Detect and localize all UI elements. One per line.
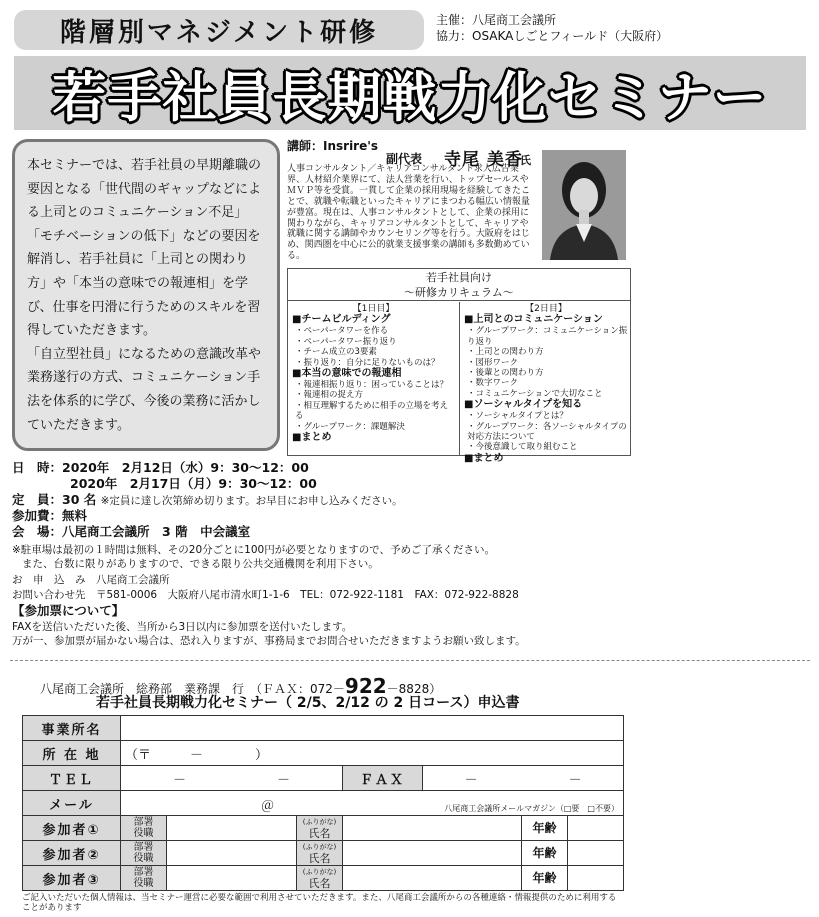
lecturer-photo bbox=[542, 150, 626, 260]
capacity-row bbox=[12, 492, 403, 509]
curriculum-box bbox=[287, 268, 631, 464]
participant-2-age-field[interactable] bbox=[568, 841, 624, 866]
day2-item: ・今後意識して取り組むこと bbox=[467, 442, 578, 453]
participant-1-name-field[interactable] bbox=[343, 816, 522, 841]
lecturer-honorific: 氏 bbox=[520, 154, 531, 167]
age-label: 年齢 bbox=[522, 816, 568, 841]
ticket-note-1: FAXを送信いただいた後、当所から3日以内に参加票を送付いたします。 bbox=[12, 621, 353, 633]
mail-magazine: 八尾商工会議所メールマガジン（□要 □不要） bbox=[444, 804, 619, 813]
apply-label: お 申 込 み bbox=[12, 574, 86, 586]
fax-label: ＦＡＸ bbox=[343, 766, 423, 791]
day1-item: ・グループワーク：課題解決 bbox=[295, 421, 405, 432]
day1-item: ・振り返り：自分に足りないものは？ bbox=[295, 357, 440, 368]
age-label: 年齢 bbox=[522, 866, 568, 891]
day2-section-title: ■ソーシャルタイプを知る bbox=[464, 399, 583, 411]
day1-label: 【1日目】 bbox=[352, 304, 395, 314]
parking-note-2: また、台数に限りがありますので、できる限り公共交通機関を利用下さい。 bbox=[22, 558, 379, 570]
name-label: (ふりがな) 氏名 bbox=[297, 866, 343, 891]
tel-placeholder: － － bbox=[172, 772, 290, 788]
fee-label: 参加費： bbox=[12, 508, 63, 523]
date-label: 日 時： bbox=[12, 460, 63, 475]
tel-label: ＴＥＬ bbox=[23, 766, 121, 791]
name-label: (ふりがな) 氏名 bbox=[297, 816, 343, 841]
ticket-heading: 【参加票について】 bbox=[12, 603, 125, 618]
mail-field[interactable] bbox=[121, 791, 624, 816]
participant-1-label: 参加者① bbox=[23, 816, 121, 841]
date-2: 2020年 2月17日（月）9：30～12：00 bbox=[70, 476, 317, 491]
tel-field[interactable] bbox=[121, 766, 343, 791]
day1-section-title: ■まとめ bbox=[292, 432, 332, 444]
age-label: 年齢 bbox=[522, 841, 568, 866]
form-dept-prefix: 八尾商工会議所 総務部 業務課 行 （ＦＡＸ：072－ bbox=[40, 682, 345, 696]
parking-note-1: ※駐車場は最初の１時間は無料、その20分ごとに100円が必要となりますので、予めご了承ください。 bbox=[12, 544, 495, 556]
day2-item: ・図形ワーク bbox=[467, 357, 519, 368]
participant-2-name-field[interactable] bbox=[343, 841, 522, 866]
day2-item: ・グループワーク：コミュニケーション振り返り bbox=[467, 326, 628, 347]
company-field[interactable] bbox=[121, 716, 624, 741]
name-label: (ふりがな) 氏名 bbox=[297, 841, 343, 866]
contact-value: 〒581-0006 大阪府八尾市清水町1-1-6 TEL：072-922-1181 FAX：072-922-8828 bbox=[96, 589, 519, 601]
lecturer-label: 講師：Insrire's bbox=[287, 139, 379, 153]
privacy-note: ご記入いただいた個人情報は、当セミナー運営に必要な範囲で利用させていただきます。また、八尾商工会議所からの各種連絡・情報提供のために利用することがあります bbox=[22, 893, 617, 913]
day1-item: ・相互理解するために相手の立場を考える bbox=[295, 400, 449, 422]
intro-box bbox=[12, 139, 280, 451]
address-label: 所 在 地 bbox=[23, 741, 121, 766]
application-form bbox=[22, 715, 624, 891]
capacity-value: 30 名 bbox=[62, 492, 97, 507]
dept-label: 部署 役職 bbox=[121, 841, 167, 866]
participant-3-label: 参加者③ bbox=[23, 866, 121, 891]
seminar-title: 若手社員長期戦力化セミナー bbox=[52, 65, 768, 129]
day1-item: ・ペーパータワー振り返り bbox=[295, 336, 397, 347]
contact-row bbox=[12, 587, 519, 603]
mail-at: ＠ bbox=[261, 799, 275, 814]
day1-section-title: ■本当の意味での報連相 bbox=[292, 368, 402, 380]
lecturer-name: 寺尾 美香 bbox=[444, 150, 523, 170]
day2-item: ・後輩との関わり方 bbox=[467, 368, 544, 379]
day2-item: ・上司との関わり方 bbox=[467, 347, 544, 358]
form-fax-suffix: －8828） bbox=[386, 682, 442, 696]
participant-2-label: 参加者② bbox=[23, 841, 121, 866]
title-banner bbox=[14, 56, 806, 130]
address-field[interactable] bbox=[121, 741, 624, 766]
cut-line bbox=[10, 660, 810, 661]
day2-section-title: ■上司とのコミュニケーション bbox=[464, 314, 603, 326]
participant-1-dept-field[interactable] bbox=[167, 816, 297, 841]
fax-field[interactable] bbox=[423, 766, 624, 791]
company-label: 事業所名 bbox=[23, 716, 121, 741]
organizer-info bbox=[436, 12, 668, 44]
contact-label: お問い合わせ先 bbox=[12, 589, 86, 601]
day1-item: ・チーム成立の3要素 bbox=[295, 347, 377, 358]
form-fax-highlight: 922 bbox=[344, 674, 387, 698]
curriculum-day1 bbox=[288, 302, 460, 455]
participant-2-dept-field[interactable] bbox=[167, 841, 297, 866]
date-row bbox=[12, 460, 309, 476]
ticket-note-2: 万が一、参加票が届かない場合は、恐れ入りますが、事務局までお問合せいただきますようお願い致します。 bbox=[12, 635, 526, 647]
day1-item: ・報連相の捉え方 bbox=[295, 390, 364, 401]
fee-value: 無料 bbox=[62, 508, 88, 523]
intro-paragraph-2: 「自立型社員」になるための意識改革や業務遂行の方式、コミュニケーション手法を体系的に学び、今後の業務に活かしていただきます。 bbox=[27, 346, 262, 433]
venue-value: 八尾商工会議所 3 階 中会議室 bbox=[62, 524, 251, 539]
date-1: 2020年 2月12日（水）9：30～12：00 bbox=[62, 460, 309, 475]
cooperation: 協力：OSAKAしごとフィールド（大阪府） bbox=[436, 29, 669, 43]
form-title: 若手社員長期戦力化セミナー（ 2/5、2/12 の 2 日コース）申込書 bbox=[96, 695, 520, 711]
capacity-label: 定 員： bbox=[12, 492, 63, 507]
day2-item: ・グループワーク：各ソーシャルタイプの対応方法について bbox=[467, 421, 627, 443]
day1-section-title: ■チームビルディング bbox=[292, 314, 391, 326]
course-type: 階層別マネジメント研修 bbox=[59, 17, 379, 48]
participant-1-age-field[interactable] bbox=[568, 816, 624, 841]
participant-3-age-field[interactable] bbox=[568, 866, 624, 891]
address-postal: （〒 － ） bbox=[125, 747, 269, 763]
day2-item: ・ソーシャルタイプとは？ bbox=[467, 411, 568, 422]
apply-org: 八尾商工会議所 bbox=[96, 574, 170, 586]
fee-row bbox=[12, 508, 87, 524]
day2-section-title: ■まとめ bbox=[464, 452, 504, 464]
curriculum-target: 若手社員向け bbox=[426, 271, 492, 284]
lecturer-bio: 人事コンサルタント／キャリアコンサルタント求人広告業界、人材紹介業界にて、法人営業を行い、トップセールスやＭＶＰ等を受賞。一貫して企業の採用現場を経験してきたことで、就職や転職といったキャリアにまつわる幅広い情報量が豊富。現在は、人事コンサルタントとして、企業の採用に関わりながら、キャリアコンサルタントとして、キャリアや就職に関する講師やカウンセリング等を行う。大阪府をはじめ、関西圏を中心に公的就業支援事業の講師も多数勤めている。 bbox=[287, 164, 531, 262]
day1-item: ・ペーパータワーを作る bbox=[295, 326, 389, 337]
mail-label: メール bbox=[23, 791, 121, 816]
day1-item: ・報連相振り返り：困っていることは？ bbox=[295, 380, 449, 391]
lecturer-role: 副代表 bbox=[386, 152, 423, 166]
apply-row bbox=[12, 572, 170, 588]
curriculum-header bbox=[288, 269, 630, 301]
participant-3-name-field[interactable] bbox=[343, 866, 522, 891]
participant-3-dept-field[interactable] bbox=[167, 866, 297, 891]
venue-label: 会 場： bbox=[12, 524, 63, 539]
host: 主催：八尾商工会議所 bbox=[436, 13, 557, 27]
curriculum-title: ～研修カリキュラム～ bbox=[404, 286, 514, 299]
dept-label: 部署 役職 bbox=[121, 816, 167, 841]
fax-placeholder: － － bbox=[464, 772, 582, 788]
course-type-banner bbox=[14, 10, 424, 50]
day2-item: ・数字ワーク bbox=[467, 378, 519, 389]
venue-row bbox=[12, 524, 250, 540]
intro-paragraph-1: 本セミナーでは、若手社員の早期離職の要因となる「世代間のギャップなどによる上司とのコミュニケーション不足」「モチベーションの低下」などの要因を解消し、若手社員に「上司との関わり方」や「本当の意味での報連相」を学び、仕事を円滑に行うためのスキルを習得していただきます。 bbox=[27, 158, 262, 339]
curriculum-day2 bbox=[460, 302, 632, 464]
day2-label: 【2日目】 bbox=[525, 304, 567, 314]
capacity-note: ※定員に達し次第締め切ります。お早目にお申し込みください。 bbox=[100, 495, 403, 507]
dept-label: 部署 役職 bbox=[121, 866, 167, 891]
day2-item: ・コミュニケーションで大切なこと bbox=[467, 388, 603, 399]
